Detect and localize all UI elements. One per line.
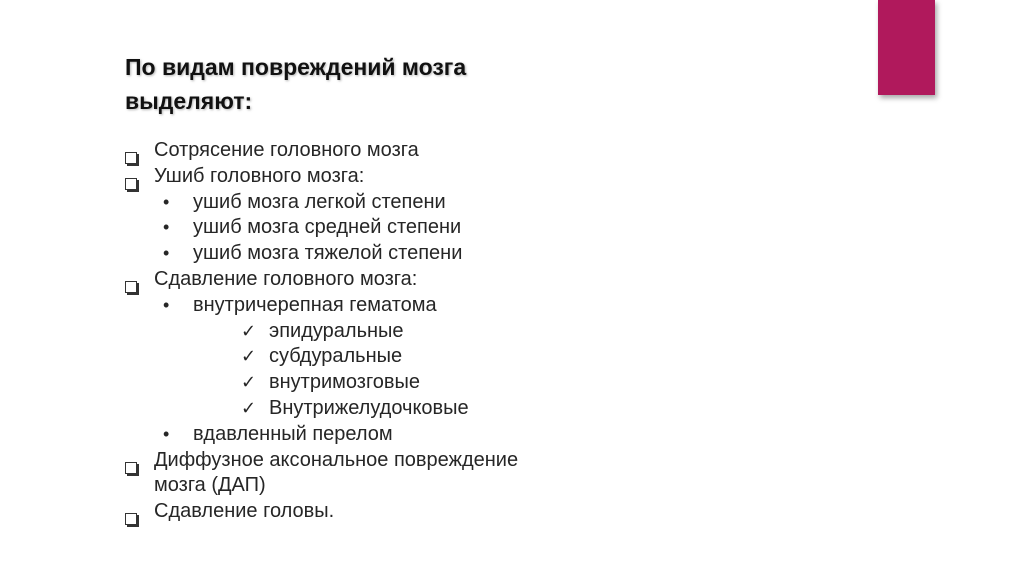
checkmark-icon: ✓ <box>241 346 257 367</box>
sub-item-contusion-moderate <box>125 215 685 241</box>
check-item-epidural <box>125 319 685 345</box>
checkmark-icon: ✓ <box>241 397 257 418</box>
sub-item-hematoma <box>125 293 685 319</box>
bullet-icon: • <box>163 217 170 238</box>
check-item-intracerebral <box>125 370 685 396</box>
slide-title <box>125 50 466 118</box>
list-item-contusion <box>125 164 685 190</box>
sub-item-depressed-fracture <box>125 422 685 448</box>
list-item-label: Сдавление головы. <box>154 500 335 523</box>
square-bullet-icon <box>125 138 137 164</box>
list-item-dai <box>125 448 685 474</box>
bullet-icon: • <box>163 243 170 264</box>
sub-item-contusion-mild <box>125 190 685 216</box>
list-item-label: Ушиб головного мозга: <box>154 164 365 187</box>
list-item-concussion <box>125 138 685 164</box>
list-item-label: Диффузное аксональное повреждение <box>154 448 519 471</box>
bullet-icon: • <box>163 191 170 212</box>
bullet-icon: • <box>163 294 170 315</box>
sub-item-contusion-severe <box>125 241 685 267</box>
check-item-label: Внутрижелудочковые <box>269 396 469 419</box>
check-item-intraventricular <box>125 396 685 422</box>
check-item-label: эпидуральные <box>269 319 404 342</box>
checkmark-icon: ✓ <box>241 320 257 341</box>
square-bullet-icon <box>125 448 137 474</box>
title-line-1: По видам повреждений мозга <box>125 54 467 80</box>
sub-item-label: внутричерепная гематома <box>193 293 437 316</box>
list-item-dai-continuation <box>125 473 685 499</box>
bullet-icon: • <box>163 423 170 444</box>
list-item-label: Сдавление головного мозга: <box>154 267 418 290</box>
check-item-subdural <box>125 344 685 370</box>
checkmark-icon: ✓ <box>241 372 257 393</box>
sub-item-label: ушиб мозга легкой степени <box>193 190 446 213</box>
sub-item-label: ушиб мозга средней степени <box>193 216 462 239</box>
square-bullet-icon <box>125 499 137 525</box>
sub-item-label: вдавленный перелом <box>193 422 393 445</box>
sub-item-label: ушиб мозга тяжелой степени <box>193 242 463 265</box>
square-bullet-icon <box>125 267 137 293</box>
check-item-label: внутримозговые <box>269 371 421 394</box>
check-item-label: субдуральные <box>269 345 403 368</box>
list-item-label-continued: мозга (ДАП) <box>154 474 266 497</box>
list-item-head-compression <box>125 499 685 525</box>
list-item-compression <box>125 267 685 293</box>
square-bullet-icon <box>125 164 137 190</box>
title-line-2: выделяют: <box>125 88 253 114</box>
list-item-label: Сотрясение головного мозга <box>154 139 419 161</box>
injury-list <box>125 138 685 525</box>
accent-bar <box>878 0 935 95</box>
